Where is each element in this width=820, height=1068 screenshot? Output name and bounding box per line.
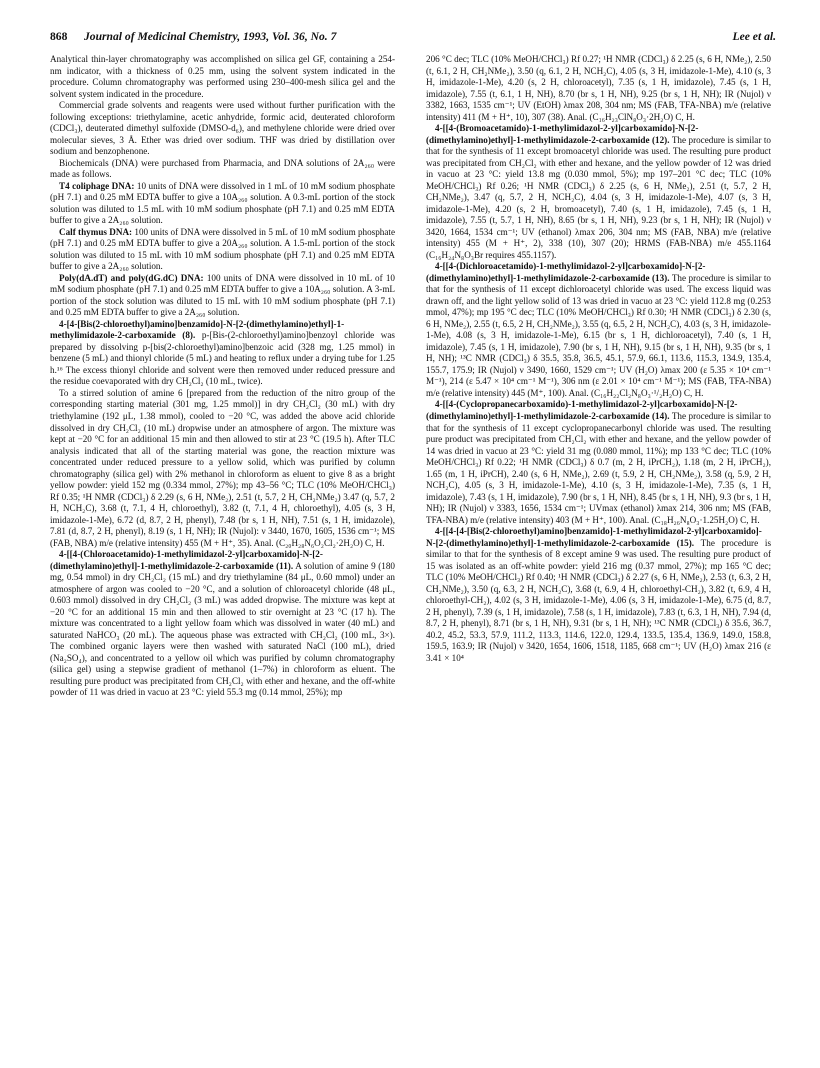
paragraph-text: A solution of amine 9 (180 mg, 0.54 mmol) in dry CH₂Cl₂ (15 mL) and dry triethylamine (84 μL, 0.60 mmol) under an atmosphere of argon was cooled to −20 °C, and a solution of chloroacetyl chloride (48 μL, 0.603 mmol) dissolved in dry CH₂Cl₂ (3 mL) was added dropwise. The mixture was kept at −20 °C for an additional 15 min and then allowed to stir overnight at 23 °C (17 h). The mixture was concentrated to a light yellow foam which was dissolved in water (40 mL) and saturated NaHCO₃ (20 mL). The aqueous phase was extracted with CH₂Cl₂ (100 mL, 3×). The combined organic layers were then washed with saturated NaCl (100 mL), dried (Na₂SO₄), and concentrated to a yellow oil which was purified by column chromatography (silica gel) using a stepwise gradient of methanol (1–7%) in chloroform as eluent. The resulting pure product was precipitated from CH₂Cl₂ with ether and hexane, and the off-white powder of 11 was dried in vacuo at 23 °C: yield 55.3 mg (0.14 mmol, 25%); mp (50, 560, 395, 698)
paragraph-text: The procedure is similar to that for the synthesis of 11 except dichloroacetyl chloride was used. The excess liquid was drawn off, and the light yellow solid of 13 was dried in vacuo at 23 °C: yield 112.8 mg (0.253 mmol, 47%); mp 195 °C dec; TLC (10% MeOH/CHCl₃) Rf 0.30; ¹H NMR (CDCl₃) δ 2.30 (s, 6 H, NMe₂), 2.55 (t, 6.5, 2 H, CH₂NMe₂), 3.55 (q, 6.5, 2 H, NCH₂C), 4.03 (s, 3 H, imidazole-1-Me), 4.08 (s, 3 H, imidazole-1-Me), 6.15 (br s, 1 H, dichloroacetyl), 7.40 (s, 1 H, imidazole), 7.45 (s, 1 H, imidazole), 7.90 (br s, 1 H, NH), 9.15 (br s, 1 H, NH), 9.35 (br s, 1 H, NH); ¹³C NMR (CDCl₃) δ 35.5, 35.8, 36.5, 45.1, 57.9, 66.1, 113.6, 115.3, 134.9, 135.4, 155.7, 175.9; IR (Nujol) ν 3490, 1660, 1529 cm⁻¹; UV (H₂O) λmax 200 (ε 5.35 × 10⁴ cm⁻¹ M⁻¹), 214 (ε 5.47 × 10⁴ cm⁻¹ M⁻¹), 306 nm (ε 2.01 × 10⁴ cm⁻¹ M⁻¹); MS (FAB, TFA-NBA) m/e (relative intensity) 445 (M⁺, 100). Anal. (C₁₆H₂₂Cl₂N₈O₃·¹/₂H₂O) C, H. (426, 272, 771, 398)
paragraph-heading: Poly(dA.dT) and poly(dG.dC) DNA: (59, 272, 204, 283)
paragraph-continuation (426, 54, 771, 123)
paragraph-heading: 4-[4-[Bis(2-chloroethyl)amino]benzamido]-N-[2-(dimethylamino)ethyl]-1-methylimidazole-2-carboxamide (8). (50, 318, 345, 341)
paragraph-text: 100 units of DNA were dissolved in 5 mL of 10 mM sodium phosphate (pH 7.1) and 0.25 mM EDTA buffer to give a 20A₂₆₀ solution. A 1.5-mL portion of the stock solution was diluted to 15 mL with 10 mM sodium phosphate (pH 7.1) and 0.25 mM EDTA buffer to give a 2A₂₆₀ solution. (50, 226, 395, 272)
experimental-paragraph (426, 526, 771, 664)
paragraph-text: p-[Bis-(2-chloroethyl)amino]benzoyl chloride was prepared by dissolving p-[bis(2-chloroethyl)amino]benzoic acid (328 mg, 1.25 mmol) in benzene (5 mL) and thionyl chloride (5 mL) and heating to reflux under a drying tube for 1.25 h.¹⁶ The excess thionyl chloride and solvent were then removed under reduced pressure and the residue coevaporated with dry CH₂Cl₂ (10 mL, twice). (50, 330, 395, 387)
paragraph-heading: 4-[[4-(Dichloroacetamido)-1-methylimidazol-2-yl]carboxamido]-N-[2-(dimethylamino)ethyl]-1-methylimidazole-2-carboxamide (13). (426, 261, 706, 283)
paragraph-text: Biochemicals (DNA) were purchased from Pharmacia, and DNA solutions of 2A₂₆₀ were made as follows. (50, 157, 395, 180)
paragraph (50, 388, 395, 549)
paragraph-text: Commercial grade solvents and reagents were used without further purification with the following exceptions: triethylamine, acetic anhydride, formic acid, deuterated chloroform (CDCl₃), deuterated dimethyl sulfoxide (DMSO-d₆), and methylene chloride were dried over molecular sieves, 3 Å. Ether was dried over sodium. THF was dried by distillation over sodium and benzophenone. (50, 100, 395, 157)
paragraph-text: The procedure is similar to that for the synthesis of 11 except cyclopropanecarbonyl chloride was used. The resulting pure product was precipitated from CH₂Cl₂ with ether and hexane, and the yellow powder of 14 was dried in vacuo at 23 °C: yield 31 mg (0.080 mmol, 11%); mp 133 °C dec; TLC (10% MeOH/CHCl₃) Rf 0.22; ¹H NMR (CDCl₃) δ 0.7 (m, 2 H, iPrCH₂), 1.18 (m, 2 H, iPrCH₂), 1.65 (m, 1 H, iPrCH), 2.40 (s, 6 H, NMe₂), 2.69 (t, 5.9, 2 H, CH₂NMe₂), 3.58 (q, 5.9, 2 H, NCH₂C), 4.05 (s, 3 H, imidazole-1-Me), 4.10 (s, 3 H, imidazole-1-Me), 7.35 (s, 1 H, imidazole), 7.43 (s, 1 H, imidazole), 7.90 (br s, 1 H, NH), 8.45 (br s, 1 H, NH), 9.3 (br s, 1 H, NH); IR (Nujol) ν 3383, 1656, 1534 cm⁻¹; UVmax (ethanol) λmax 214, 306 nm; MS (FAB, TFA-NBA) m/e (relative intensity) 403 (M + H⁺, 100). Anal. (C₁₈H₂₆N₈O₃·1.25H₂O) C, H. (426, 410, 771, 525)
experimental-paragraph (426, 123, 771, 261)
paragraph-text: 100 units of DNA were dissolved in 10 mL of 10 mM sodium phosphate (pH 7.1) and 0.25 mM EDTA buffer to give a 10A₂₆₀ solution. A 3-mL portion of the stock solution was diluted to 15 mL with 10 mM sodium phosphate (pH 7.1) and 0.25 mM EDTA buffer to give a 2A₂₆₀ solution. (50, 272, 395, 318)
running-header (50, 30, 776, 48)
paragraph-heading: T4 coliphage DNA: (59, 180, 135, 191)
paragraph-heading: 4-[[4-(Chloroacetamido)-1-methylimidazol-2-yl]carboxamido]-N-[2-(dimethylamino)ethyl]-1-methylimidazole-2-carboxamide (11). (50, 549, 323, 571)
paragraph-heading: Calf thymus DNA: (59, 226, 133, 237)
paragraph-heading: 4-[[4-(Bromoacetamido)-1-methylimidazol-2-yl]carboxamido]-N-[2-(dimethylamino)ethyl]-1-methylimidazole-2-carboxamide (12). (426, 123, 699, 145)
paragraph-text: The procedure is similar to that for the synthesis of 11 except bromoacetyl chloride was used. The resulting pure product was precipitated from CH₂Cl₂ with ether and hexane, and the yellow powder of 12 was dried in vacuo at 23 °C: yield 13.8 mg (0.030 mmol, 5%); mp 197–201 °C dec; TLC (10% MeOH/CHCl₃) Rf 0.26; ¹H NMR (CDCl₃) δ 2.25 (s, 6 H, NMe₂), 2.51 (t, 5.7, 2 H, CH₂NMe₂), 3.47 (q, 5.7, 2 H, NCH₂C), 4.04 (s, 3 H, imidazole-1-Me), 4.07 (s, 3 H, imidazole-1-Me), 4.20 (s, 2 H, bromoacetyl), 7.40 (s, 1 H, imidazole), 7.45 (s, 1 H, imidazole), 7.55 (t, 5.7, 1 H, NH), 8.65 (br s, 1 H, NH), 9.23 (br s, 1 H, NH); IR (Nujol) ν 3420, 1664, 1534 cm⁻¹; UV (ethanol) λmax 206, 304 nm; MS (FAB, NBA) m/e (relative intensity) 455 (M + H⁺, 2), 338 (10), 307 (20); HRMS (FAB-NBA) m/e 455.1164 (C₁₆H₂₄N₈O₃Br requires 455.1157). (426, 134, 771, 260)
page-number: 868 (50, 30, 68, 43)
experimental-paragraph (50, 227, 395, 273)
paragraph-text: Analytical thin-layer chromatography was accomplished on silica gel GF, containing a 254-nm indicator, with a thickness of 0.25 mm, using the solvent system indicated in the procedure. Column chromatography was performed using 230–400-mesh silica gel and the solvent system indicated in the procedure. (50, 54, 395, 99)
paragraph-continuation (50, 54, 395, 100)
experimental-paragraph (50, 319, 395, 388)
experimental-paragraph (426, 261, 771, 399)
paragraph-text: To a stirred solution of amine 6 [prepared from the reduction of the nitro group of the corresponding starting material (301 mg, 1.25 mmol)] in dry CH₂Cl₂ (30 mL) with dry triethylamine (192 μL, 1.38 mmol), cooled to −20 °C, was added the above acid chloride dissolved in dry CH₂Cl₂ (10 mL) dropwise under an atmosphere of argon. The mixture was kept at −20 °C for an additional 15 min and then allowed to stir at 23 °C (19.5 h). After TLC analysis indicated that all of the starting material was gone, the reaction mixture was concentrated under reduced pressure to a yellow solid, which was purified by column chromatography (silica gel) with 2% methanol in chloroform as eluent to give 8 as a bright yellow powder: yield 152 mg (0.334 mmol, 27%); mp 43–56 °C; TLC (10% MeOH/CHCl₃) Rf 0.35; ¹H NMR (CDCl₃) δ 2.29 (s, 6 H, NMe₂), 2.51 (t, 5.7, 2 H, CH₂NMe₂) 3.47 (q, 5.7, 2 H, NCH₂C), 3.68 (t, 7.1, 4 H, chloroethyl), 3.82 (t, 7.1, 4 H, chloroethyl), 4.05 (s, 3 H, imidazole-1-Me), 6.72 (d, 8.7, 2 H, phenyl), 7.48 (br s, 1 H, NH), 7.51 (s, 1 H, imidazole), 7.81 (d, 8.7, 2 H, phenyl), 8.19 (s, 1 H, NH); IR (Nujol): ν 3440, 1670, 1605, 1536 cm⁻¹; MS (FAB, NBA) m/e (relative intensity) 455 (M + H⁺, 35). Anal. (C₂₀H₂₈N₆O₂Cl₂·2H₂O) C, H. (50, 387, 395, 548)
journal-citation: Journal of Medicinal Chemistry, 1993, Vol. 36, No. 7 (84, 30, 337, 43)
paragraph-text: The procedure is similar to that for the synthesis of 8 except amine 9 was used. The resulting pure product of 15 was isolated as an off-white powder: yield 216 mg (0.37 mmol, 27%); mp 165 °C dec; TLC (10% MeOH/CHCl₃) Rf 0.40; ¹H NMR (CDCl₃) δ 2.27 (s, 6 H, NMe₂), 2.53 (t, 6.3, 2 H, CH₂NMe₂), 3.50 (q, 6.3, 2 H, NCH₂C), 3.68 (t, 6.9, 4 H, chloroethyl-CH₂), 3.82 (t, 6.9, 4 H, chloroethyl-CH₂), 4.02 (s, 3 H, imidazole-1-Me), 4.06 (s, 3 H, imidazole-1-Me), 6.75 (d, 8.7, 2 H, phenyl), 7.39 (s, 1 H, imidazole), 7.58 (s, 1 H, imidazole), 7.83 (t, 6.3, 1 H, NH), 7.94 (d, 8.7, 2 H, phenyl), 8.71 (br s, 1 H, NH), 9.31 (br s, 1 H, NH); ¹³C NMR (CDCl₃) δ 35.6, 36.7, 40.2, 45.2, 53.3, 57.9, 111.2, 113.3, 114.6, 122.0, 129.4, 133.5, 135.4, 136.9, 149.0, 158.8, 159.5, 163.9; IR (Nujol) ν 3420, 1654, 1606, 1518, 1185, 668 cm⁻¹; UV (H₂O) λmax 216 (ε 3.41 × 10⁴ (426, 537, 771, 663)
paragraph-text: 206 °C dec; TLC (10% MeOH/CHCl₃) Rf 0.27; ¹H NMR (CDCl₃) δ 2.25 (s, 6 H, NMe₂), 2.50 (t, 6.1, 2 H, CH₂NMe₂), 3.50 (q, 6.1, 2 H, NCH₂C), 4.05 (s, 3 H, imidazole-1-Me), 4.10 (s, 3 H, imidazole-1-Me), 4.20 (s, 2 H, chloroacetyl), 7.35 (s, 1 H, imidazole), 7.45 (s, 1 H, imidazole), 7.55 (t, 6.1, 1 H, NH), 8.70 (br s, 1 H, NH), 9.25 (br s, 1 H, NH); IR (Nujol) ν 3382, 1663, 1535 cm⁻¹; UV (EtOH) λmax 208, 304 nm; MS (FAB, TFA-NBA) m/e (relative intensity) 411 (M + H⁺, 10), 307 (38). Anal. (C₁₆H₂₃ClN₈O₃·2H₂O) C, H. (426, 54, 771, 122)
paragraph (50, 158, 395, 181)
experimental-paragraph (426, 399, 771, 526)
left-text-column (50, 54, 395, 1059)
running-authors: Lee et al. (732, 30, 776, 43)
paragraph-text: 10 units of DNA were dissolved in 1 mL of 10 mM sodium phosphate (pH 7.1) and 0.25 mM EDTA buffer to give a 10A₂₆₀ solution. A 0.3-mL portion of the stock solution was diluted to 1.5 mL with 10 mM sodium phosphate (pH 7.1) and 0.25 mM EDTA buffer to give a 2A₂₆₀ solution. (50, 180, 395, 226)
experimental-paragraph (50, 181, 395, 227)
paragraph-heading: 4-[[4-(Cyclopropanecarboxamido)-1-methylimidazol-2-yl]carboxamido]-N-[2-(dimethylamino)ethyl]-1-methylimidazole-2-carboxamide (14). (426, 399, 738, 421)
paragraph-heading: 4-[[4-[4-[Bis(2-chloroethyl)amino]benzamido]-1-methylimidazol-2-yl]carboxamido]-N-[2-(dimethylamino)ethyl]-1-methylimidazole-2-carboxamide (15). (426, 526, 762, 548)
paragraph (50, 100, 395, 158)
experimental-paragraph (50, 549, 395, 699)
experimental-paragraph (50, 273, 395, 319)
right-text-column (426, 54, 771, 1059)
